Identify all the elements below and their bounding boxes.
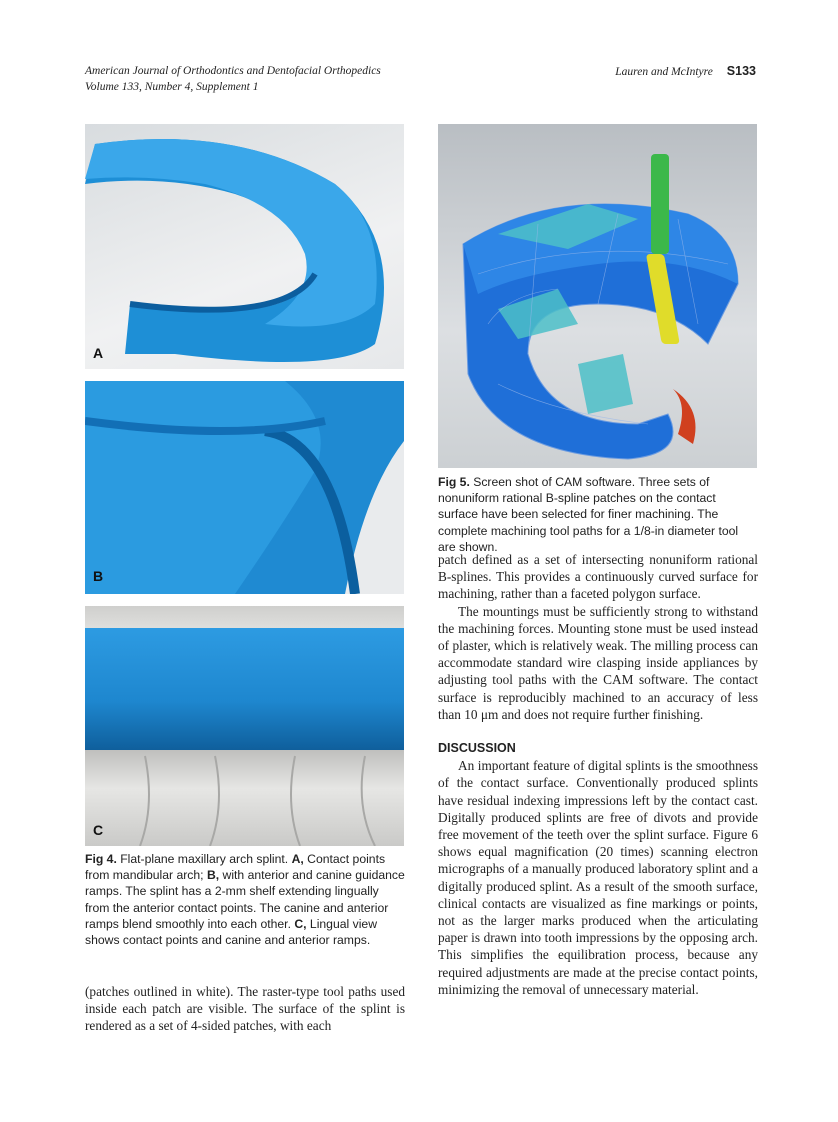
paragraph: (patches outlined in white). The raster-type tool paths used inside each patch are visible. The surface of the splint is rendered as a set of 4-sided patches, with each [85, 984, 405, 1034]
right-column-text [438, 551, 758, 998]
figure-4a-image [85, 124, 404, 369]
journal-volume: Volume 133, Number 4, Supplement 1 [85, 81, 259, 93]
figure-5-image [438, 124, 757, 468]
caption-label: Fig 4. [85, 852, 117, 866]
splint-top-view [85, 124, 404, 369]
authors: Lauren and McIntyre [615, 66, 713, 78]
splint-ramp-view [85, 381, 404, 594]
paragraph: patch defined as a set of intersecting nonuniform rational B-splines. This provides a continuously curved surface for machining, rather than a faceted polygon surface. [438, 552, 758, 602]
caption-b: B, [206, 868, 220, 883]
caption-label: Fig 5. [438, 475, 470, 489]
figure-4b-image [85, 381, 404, 594]
paragraph: The mountings must be sufficiently strong to withstand the machining forces. Mounting stone must be used instead of plaster, which is relatively weak. The milling process can accommodate standard wire clasping inside appliances by adjusting tool paths with the CAM software. The contact surface is reproducibly machined to an accuracy of less than 10 μm and does not require further finishing. [438, 603, 758, 722]
section-heading: DISCUSSION [438, 741, 516, 756]
panel-label-c: C [93, 822, 104, 838]
panel-label-b: B [93, 568, 104, 584]
paragraph: An important feature of digital splints is the smoothness of the contact surface. Conventionally produced splints have residual indexing impressions left by the contact cast. Digitally produced splints are free of divots and provide free movement of the teeth over the splint surface. Figure 6 shows equal magnification (20 times) scanning electron micrographs of a manually produced laboratory splint and a digitally produced splint. As a result of the smooth surface, clinical contacts are visualized as fine markings or points, not as the larger marks produced when the articulating paper is drawn into tooth impressions by the opposing arch. This simplifies the equilibration process, because any required adjustments are made at the precise contact points, minimizing the removal of unnecessary material. [438, 758, 758, 997]
running-header-right [615, 63, 756, 80]
caption-text: Screen shot of CAM software. Three sets of nonuniform rational B-spline patches on the contact surface have been selected for finer machining. The complete machining tool paths for a 1/8-in diameter tool are shown. [438, 475, 739, 554]
caption-text: Lingual view shows contact points and canine and anterior ramps. [85, 916, 377, 948]
teeth-render [85, 606, 404, 846]
figure-5-caption [438, 474, 758, 555]
figure-4c-image [85, 606, 404, 846]
figure-4-caption [85, 851, 405, 948]
caption-c: C, [294, 916, 307, 931]
left-column-text [85, 983, 405, 1035]
caption-text: Contact points from mandibular arch; [85, 852, 386, 883]
caption-text: with anterior and canine guidance ramps. The splint has a 2-mm shelf extending lingually from the anterior contact points. The canine and anterior ramps blend smoothly into each other. [85, 868, 405, 931]
journal-title: American Journal of Orthodontics and Dentofacial Orthopedics [85, 65, 381, 77]
page-number: S133 [726, 64, 756, 78]
running-header-left [85, 63, 381, 95]
caption-a: A, [291, 852, 304, 866]
caption-text: Flat-plane maxillary arch splint. [116, 852, 292, 866]
panel-label-a: A [93, 345, 104, 361]
cam-software-render [438, 124, 757, 468]
